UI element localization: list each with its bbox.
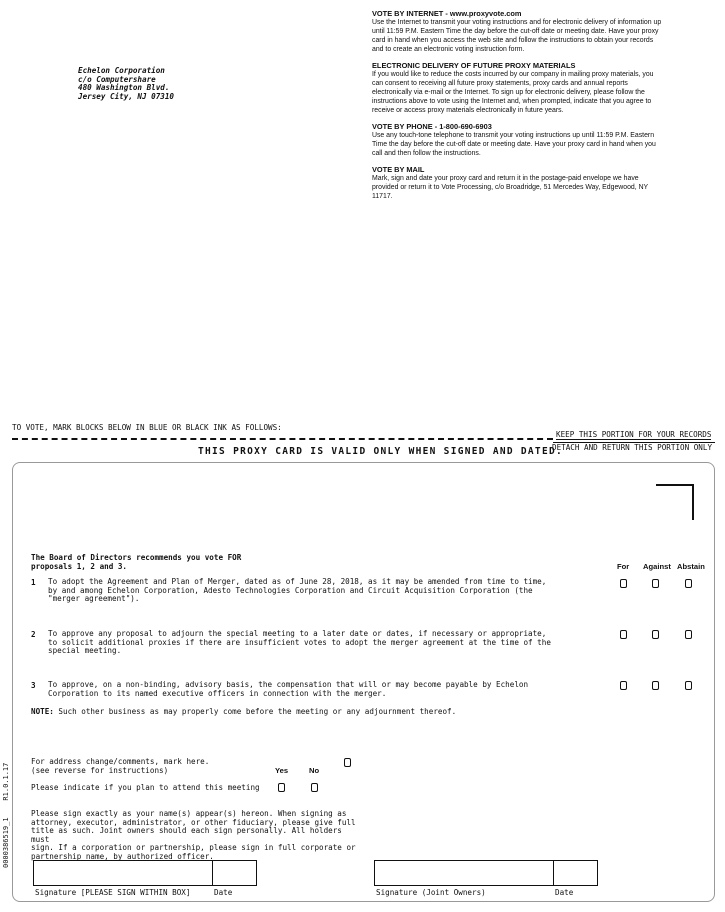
joint-signature-label: Signature (Joint Owners): [376, 888, 486, 897]
signing-instruction-line: sign. If a corporation or partnership, please sign in full corporate or: [31, 843, 356, 853]
proposal-line: To adopt the Agreement and Plan of Merger, dated as of June 28, 2018, as it may be amended from time to time,: [48, 577, 547, 586]
detach-line: [12, 438, 553, 440]
keep-portion-label: KEEP THIS PORTION FOR YOUR RECORDS: [556, 430, 712, 439]
vote-by-internet-title: VOTE BY INTERNET - www.proxyvote.com: [372, 9, 522, 18]
proposal-number: 3: [31, 681, 36, 690]
vote-by-phone-title: VOTE BY PHONE - 1-800-690-6903: [372, 122, 492, 131]
joint-signature-box[interactable]: [374, 860, 554, 886]
proposal-1-abstain-checkbox[interactable]: [685, 579, 692, 588]
return-address: [78, 67, 174, 101]
yes-header: Yes: [275, 766, 289, 775]
signing-instruction-line: Please sign exactly as your name(s) appear(s) hereon. When signing as: [31, 809, 347, 818]
attend-yes-checkbox[interactable]: [278, 783, 285, 792]
return-address-line: Jersey City, NJ 07310: [78, 91, 175, 101]
address-change-line: (see reverse for instructions): [31, 766, 169, 775]
mark-blocks-instruction: TO VOTE, MARK BLOCKS BELOW IN BLUE OR BLACK INK AS FOLLOWS:: [12, 423, 282, 432]
vote-by-mail-title: VOTE BY MAIL: [372, 165, 425, 174]
vote-by-phone-body: Use any touch-tone telephone to transmit your voting instructions up until 11:59 P.M. Eastern Time the day before the cut-off date or meeting date. Have your proxy card in hand when you call and then follow the instructions.: [372, 132, 656, 157]
joint-date-box[interactable]: [553, 860, 598, 886]
corner-registration-mark: [656, 484, 694, 520]
proposal-line: to solicit additional proxies if there are insufficient votes to adopt the merger agreement at the time of the: [48, 637, 551, 647]
note: [31, 707, 456, 716]
proposal-2-against-checkbox[interactable]: [652, 630, 659, 639]
proposal-line: To approve any proposal to adjourn the special meeting to a later date or dates, if necessary or appropriate,: [48, 629, 547, 638]
proposal-3-abstain-checkbox[interactable]: [685, 681, 692, 690]
electronic-delivery-section: [372, 61, 664, 115]
proposal-3-against-checkbox[interactable]: [652, 681, 659, 690]
proposal-1-for-checkbox[interactable]: [620, 579, 627, 588]
proposal-line: by and among Echelon Corporation, Adesto Technologies Corporation and Circuit Acquisition Corporation (the: [48, 585, 533, 595]
proposal-2-abstain-checkbox[interactable]: [685, 630, 692, 639]
detach-return-label: DETACH AND RETURN THIS PORTION ONLY: [552, 443, 713, 452]
no-header: No: [309, 766, 320, 775]
board-recommendation-line: proposals 1, 2 and 3.: [31, 562, 128, 571]
board-recommendation-line: The Board of Directors recommends you vote FOR: [31, 553, 242, 562]
proposal-number: 2: [31, 630, 36, 639]
vote-by-internet-section: [372, 9, 664, 54]
signing-instructions: [31, 810, 361, 862]
note-text: Such other business as may properly come before the meeting or any adjournment thereof.: [53, 707, 457, 716]
proposal-2-for-checkbox[interactable]: [620, 630, 627, 639]
electronic-delivery-body: If you would like to reduce the costs incurred by our company in mailing proxy materials, you can consent to receiving all future proxy statements, proxy cards and annual reports electronically via e-mail or the Internet. To sign up for electronic delivery, please follow the instructions above to vote using the Internet and, when prompted, indicate that you agree to receive or access proxy materials electronically in future years.: [372, 71, 654, 114]
return-address-line: 480 Washington Blvd.: [78, 83, 170, 93]
signature-label: Signature [PLEASE SIGN WITHIN BOX]: [35, 888, 191, 897]
attend-meeting-prompt: Please indicate if you plan to attend this meeting: [31, 783, 260, 792]
note-label: NOTE:: [31, 707, 54, 716]
return-address-line: c/o Computershare: [78, 74, 156, 84]
board-recommendation: [31, 553, 241, 571]
proposal-3-text: [48, 681, 553, 698]
address-change-instruction: [31, 757, 209, 775]
address-change-checkbox[interactable]: [344, 758, 351, 767]
document-code: 0000386519_1 R1.0.1.17: [2, 762, 10, 868]
date-box[interactable]: [212, 860, 257, 886]
vote-by-phone-section: [372, 122, 664, 158]
proposal-line: To approve, on a non-binding, advisory basis, the compensation that will or may become payable by Echelon: [48, 680, 529, 689]
date-label: Date: [214, 888, 233, 897]
address-change-line: For address change/comments, mark here.: [31, 757, 210, 766]
signing-instruction-line: attorney, executor, administrator, or other fiduciary, please give full: [31, 817, 356, 827]
vote-by-internet-body: Use the Internet to transmit your voting instructions and for electronic delivery of information up until 11:59 P.M. Eastern Time the day before the cut-off date or meeting date. Have your proxy card in hand when you access the web site and follow the instructions to obtain your records and to create an electronic voting instruction form.: [372, 19, 662, 53]
proposal-3-for-checkbox[interactable]: [620, 681, 627, 690]
valid-notice: THIS PROXY CARD IS VALID ONLY WHEN SIGNED AND DATED.: [198, 446, 564, 457]
column-header-for: For: [617, 562, 630, 571]
signing-instruction-line: title as such. Joint owners should each sign personally. All holders must: [31, 826, 342, 844]
signature-box[interactable]: [33, 860, 213, 886]
proposal-1-text: [48, 578, 553, 604]
voting-instructions: [372, 9, 664, 208]
electronic-delivery-title: ELECTRONIC DELIVERY OF FUTURE PROXY MATERIALS: [372, 61, 576, 70]
proposal-line: "merger agreement").: [48, 594, 140, 604]
vote-by-mail-section: [372, 165, 664, 201]
joint-date-label: Date: [555, 888, 574, 897]
column-header-abstain: Abstain: [677, 562, 705, 571]
proposal-number: 1: [31, 578, 36, 587]
column-header-against: Against: [643, 562, 671, 571]
signing-instruction-line: partnership name, by authorized officer.: [31, 851, 214, 861]
proposal-line: special meeting.: [48, 646, 122, 656]
return-address-line: Echelon Corporation: [78, 66, 165, 75]
proposal-1-against-checkbox[interactable]: [652, 579, 659, 588]
vote-by-mail-body: Mark, sign and date your proxy card and return it in the postage-paid envelope we have provided or return it to Vote Processing, c/o Broadridge, 51 Mercedes Way, Edgewood, NY 11717.: [372, 175, 649, 200]
attend-no-checkbox[interactable]: [311, 783, 318, 792]
proposal-2-text: [48, 630, 553, 656]
proposal-line: Corporation to its named executive officers in connection with the merger.: [48, 688, 387, 698]
